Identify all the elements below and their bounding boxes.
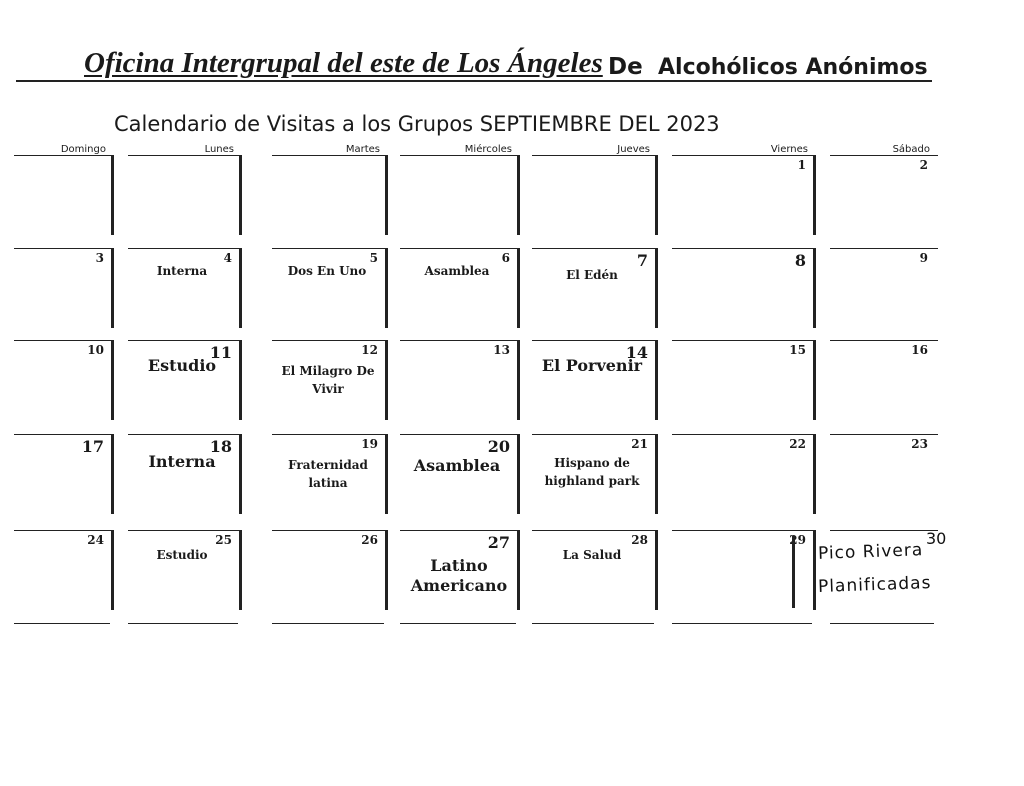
handwritten-divider — [788, 536, 795, 608]
calendar-day-cell — [830, 434, 938, 514]
cell-side-rule — [813, 434, 816, 514]
cell-top-rule — [128, 530, 242, 531]
calendar-day-cell — [830, 248, 938, 328]
cell-top-rule — [830, 155, 938, 156]
calendar-day-cell — [400, 248, 520, 328]
header-rule — [16, 80, 932, 82]
day-number: 18 — [209, 437, 232, 456]
cell-side-rule — [655, 530, 658, 610]
row-bottom-rule — [128, 623, 238, 624]
cell-top-rule — [532, 340, 658, 341]
group-visit-label: El Porvenir — [541, 356, 643, 375]
cell-side-rule — [239, 530, 242, 610]
group-visit-label: Asamblea — [413, 456, 501, 475]
cell-side-rule — [111, 248, 114, 328]
day-number: 27 — [487, 533, 510, 552]
day-number: 16 — [911, 343, 928, 357]
cell-top-rule — [400, 530, 520, 531]
cell-top-rule — [672, 248, 816, 249]
cell-side-rule — [239, 248, 242, 328]
cell-side-rule — [517, 340, 520, 420]
cell-side-rule — [655, 434, 658, 514]
cell-top-rule — [532, 530, 658, 531]
group-visit-label: Fraternidad latina — [288, 458, 368, 490]
calendar-day-cell — [400, 434, 520, 514]
cell-side-rule — [813, 248, 816, 328]
weekday-label: Lunes — [204, 144, 234, 155]
cell-top-rule — [672, 434, 816, 435]
day-number: 13 — [493, 343, 510, 357]
day-number: 2 — [919, 158, 928, 172]
calendar-day-cell — [272, 434, 388, 514]
row-bottom-rule — [14, 623, 110, 624]
calendar-day-cell — [532, 155, 658, 235]
group-visit-label: Interna — [148, 452, 216, 471]
calendar-day-cell — [128, 248, 242, 328]
calendar-day-cell — [14, 155, 114, 235]
day-number: 14 — [625, 343, 648, 362]
handwritten-pico-rivera: Pico Rivera — [817, 540, 924, 564]
day-number: 10 — [87, 343, 104, 357]
group-visit-label: El Milagro De Vivir — [281, 364, 375, 396]
calendar-day-cell — [400, 155, 520, 235]
day-number: 11 — [209, 343, 232, 362]
calendar-day-cell — [128, 434, 242, 514]
calendar-day-cell — [532, 340, 658, 420]
calendar-day-cell — [532, 434, 658, 514]
handwritten-planificadas: Planificadas — [817, 573, 932, 597]
calendar-day-cell — [14, 434, 114, 514]
day-number: 23 — [911, 437, 928, 451]
cell-side-rule — [655, 248, 658, 328]
cell-side-rule — [517, 248, 520, 328]
weekday-label: Miércoles — [464, 144, 512, 155]
calendar-day-cell — [672, 248, 816, 328]
cell-side-rule — [813, 340, 816, 420]
day-number: 28 — [631, 533, 648, 547]
cell-side-rule — [385, 530, 388, 610]
group-visit-label: Latino Americano — [410, 556, 508, 595]
cell-side-rule — [239, 155, 242, 235]
calendar-day-cell — [272, 340, 388, 420]
day-number: 12 — [361, 343, 378, 357]
cell-side-rule — [111, 340, 114, 420]
row-bottom-rule — [672, 623, 812, 624]
cell-top-rule — [14, 248, 114, 249]
calendar-day-cell — [672, 340, 816, 420]
weekday-label: Viernes — [770, 144, 808, 155]
cell-top-rule — [830, 248, 938, 249]
cell-top-rule — [400, 340, 520, 341]
cell-top-rule — [672, 155, 816, 156]
cell-top-rule — [14, 434, 114, 435]
cell-top-rule — [672, 530, 816, 531]
cell-side-rule — [517, 530, 520, 610]
cell-top-rule — [128, 434, 242, 435]
cell-top-rule — [830, 340, 938, 341]
cell-top-rule — [128, 155, 242, 156]
row-bottom-rule — [272, 623, 384, 624]
cell-side-rule — [385, 248, 388, 328]
organization-name: Alcohólicos Anónimos — [658, 55, 928, 80]
cell-top-rule — [14, 530, 114, 531]
cell-top-rule — [400, 434, 520, 435]
cell-side-rule — [655, 340, 658, 420]
cell-top-rule — [672, 340, 816, 341]
day-number: 4 — [223, 251, 232, 265]
cell-side-rule — [655, 155, 658, 235]
day-number: 29 — [789, 533, 806, 547]
cell-top-rule — [272, 434, 388, 435]
calendar-day-cell — [830, 340, 938, 420]
cell-top-rule — [400, 248, 520, 249]
day-number: 22 — [789, 437, 806, 451]
calendar-day-cell — [532, 248, 658, 328]
calendar-day-cell — [128, 340, 242, 420]
calendar-day-cell — [400, 340, 520, 420]
calendar-day-cell — [272, 530, 388, 610]
cell-top-rule — [532, 434, 658, 435]
cell-top-rule — [272, 340, 388, 341]
cell-side-rule — [813, 530, 816, 610]
day-number: 6 — [501, 251, 510, 265]
calendar-day-cell — [532, 530, 658, 610]
handwritten-day-30: 30 — [926, 529, 947, 548]
cell-side-rule — [239, 434, 242, 514]
cell-top-rule — [128, 248, 242, 249]
cell-top-rule — [400, 155, 520, 156]
day-number: 26 — [361, 533, 378, 547]
group-visit-label: Asamblea — [424, 264, 490, 278]
day-number: 1 — [797, 158, 806, 172]
day-number: 5 — [369, 251, 378, 265]
group-visit-label: Hispano de highland park — [544, 456, 640, 488]
group-visit-label: Interna — [156, 264, 208, 278]
cell-side-rule — [385, 340, 388, 420]
cell-side-rule — [111, 155, 114, 235]
day-number: 7 — [636, 251, 648, 270]
day-number: 9 — [919, 251, 928, 265]
day-number: 24 — [87, 533, 104, 547]
cell-side-rule — [111, 530, 114, 610]
calendar-day-cell — [14, 530, 114, 610]
weekday-label: Domingo — [60, 144, 106, 155]
calendar-day-cell — [400, 530, 520, 610]
calendar-day-cell — [830, 155, 938, 235]
day-number: 8 — [794, 251, 806, 270]
cell-top-rule — [14, 155, 114, 156]
document-header — [16, 40, 932, 82]
header-connector: De — [608, 54, 643, 80]
calendar-day-cell — [272, 248, 388, 328]
group-visit-label: Estudio — [147, 356, 217, 375]
cell-top-rule — [830, 434, 938, 435]
cell-top-rule — [272, 155, 388, 156]
calendar-day-cell — [672, 434, 816, 514]
day-number: 21 — [631, 437, 648, 451]
cell-side-rule — [239, 340, 242, 420]
cell-top-rule — [532, 155, 658, 156]
cell-top-rule — [272, 248, 388, 249]
cell-top-rule — [532, 248, 658, 249]
group-visit-label: El Edén — [566, 268, 618, 282]
day-number: 17 — [81, 437, 104, 456]
weekday-label: Sábado — [892, 144, 930, 155]
cell-side-rule — [517, 434, 520, 514]
cell-top-rule — [272, 530, 388, 531]
calendar-day-cell — [14, 340, 114, 420]
row-bottom-rule — [830, 623, 934, 624]
cell-side-rule — [517, 155, 520, 235]
group-visit-label: Estudio — [156, 548, 208, 562]
weekday-label: Jueves — [617, 144, 650, 155]
group-visit-label: Dos En Uno — [287, 264, 367, 278]
cell-side-rule — [385, 434, 388, 514]
day-number: 25 — [215, 533, 232, 547]
cell-side-rule — [813, 155, 816, 235]
calendar-day-cell — [128, 530, 242, 610]
calendar-day-cell — [128, 155, 242, 235]
calendar-day-cell — [14, 248, 114, 328]
cell-side-rule — [111, 434, 114, 514]
day-number: 3 — [95, 251, 104, 265]
calendar-day-cell — [672, 155, 816, 235]
row-bottom-rule — [400, 623, 516, 624]
cell-top-rule — [128, 340, 242, 341]
row-bottom-rule — [532, 623, 654, 624]
cell-top-rule — [14, 340, 114, 341]
office-name: Oficina Intergrupal del este de Los Ángeles — [84, 47, 603, 79]
weekday-label: Martes — [345, 144, 380, 155]
cell-side-rule — [385, 155, 388, 235]
day-number: 19 — [361, 437, 378, 451]
group-visit-label: La Salud — [562, 548, 622, 562]
cell-top-rule — [830, 530, 938, 531]
day-number: 15 — [789, 343, 806, 357]
calendar-day-cell — [272, 155, 388, 235]
calendar-subtitle: Calendario de Visitas a los Grupos SEPTIEMBRE DEL 2023 — [114, 112, 720, 136]
day-number: 20 — [487, 437, 510, 456]
